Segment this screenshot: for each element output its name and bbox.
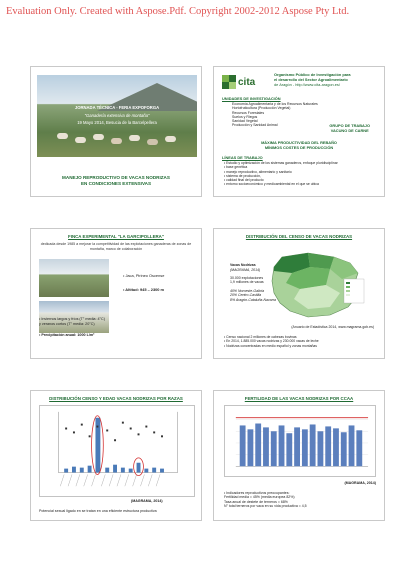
slide-finca bbox=[30, 228, 202, 359]
finca-description: dedicada desde 1985 a mejorar la competitividad de las explotaciones ganaderas de zonas de montaña, marco de colaboración bbox=[40, 242, 192, 251]
slide-title bbox=[30, 66, 202, 197]
org-description: Organismo Público de Investigación para el desarrollo del Sector Agroalimentario de Aragón - http://www.cita-aragon.es/ bbox=[274, 72, 351, 87]
org-url: de Aragón - http://www.cita-aragon.es/ bbox=[274, 81, 340, 87]
units-list: Economía Agroalimentaria y de los Recursos Naturales Hortofruticultura (Producción Vegetal) Recursos Forestales Suelos y Riegos Sanidad Vegetal Producción y Sanidad Animal bbox=[232, 102, 318, 128]
ganaderia-label: "Ganadería extensiva de montaña" bbox=[84, 113, 150, 118]
productivity-goal: MÁXIMA PRODUCTIVIDAD DEL REBAÑO MÍNIMOS COSTES DE PRODUCCIÓN bbox=[261, 140, 337, 150]
source-ref: (MAGRAMA, 2014) bbox=[344, 481, 376, 485]
spain-map bbox=[230, 249, 370, 321]
slide-breeds bbox=[30, 390, 202, 521]
presentation-title: MANEJO REPRODUCTIVO DE VACAS NODRIZAS EN CONDICIONES EXTENSIVAS bbox=[62, 175, 170, 186]
slide-heading: DISTRIBUCIÓN DEL CENSO DE VACAS NODRIZAS bbox=[245, 234, 353, 239]
lines-title: LÍNEAS DE TRABAJO bbox=[222, 155, 263, 160]
slide-cita bbox=[213, 66, 385, 197]
breeds-footer: Potencial sexual ligado en se tratan en una eficiente estructura productiva bbox=[39, 509, 157, 513]
legend-items: 30.000 explotaciones 1,9 millones de vacas bbox=[230, 276, 264, 285]
valley-photo bbox=[39, 259, 109, 297]
census-bullets: • Censo nacional 2 millones de cabezas bovinas • En 2014, 1.885.000 vacas nodrizas y 230.000 vacas de leche • Nodrizas concentradas en medio español y zonas montañas bbox=[224, 335, 319, 348]
fertility-bars bbox=[240, 424, 363, 467]
slide-distribution bbox=[213, 228, 385, 359]
slide-heading: FERTILIDAD DE LAS VACAS NODRIZAS POR CCAA bbox=[244, 396, 354, 401]
source-ref: (MAGRAMA, 2014) bbox=[131, 499, 163, 503]
precipitation-info: • Precipitación anual: 1000 L/m² bbox=[39, 333, 95, 337]
climate-info: • Inviernos largos y fríos (T° media: 4°C) y veranos cortos (T° media: 20°C) bbox=[39, 317, 105, 326]
slide-fertility bbox=[213, 390, 385, 521]
legend-source: (MAGRAMA, 2014) bbox=[230, 268, 261, 272]
breeds-chart bbox=[39, 405, 195, 497]
fertility-bullets: • Indicadores reproductivos preocupantes: Fertilidad media = 45% (media europea 82%) Tasa anual de destete de terneros = 68% N° total terneros por vaca en su vida productiva = 4,5 bbox=[224, 491, 307, 509]
work-group: GRUPO DE TRABAJO VACUNO DE CARNE bbox=[329, 123, 370, 133]
breed-bars bbox=[64, 418, 164, 473]
jornada-label: JORNADA TÉCNICA - FERIA EXPOFORGA bbox=[74, 105, 160, 110]
lines-list: • Estudio y optimización de los sistemas ganaderos, enfoque pluridisciplinar • base genética • manejo reproductivo, alimentario y sanitario • sistema de producción, • calidad final del producto • entorno socioeconómico y medioambiental en el que se ubica bbox=[224, 161, 338, 187]
slide-heading: FINCA EXPERIMENTAL "LA GARCIPOLLERA" bbox=[68, 234, 164, 239]
slide-heading: DISTRIBUCIÓN CENSO Y EDAD VACAS NODRIZAS POR RAZAS bbox=[49, 396, 183, 401]
location-bullet: • Jaca, Pirineo Oscense bbox=[123, 273, 165, 278]
units-title: UNIDADES DE INVESTIGACIÓN bbox=[222, 96, 281, 101]
altitude-bullet: • Altitud: 945 – 2300 m bbox=[123, 287, 165, 292]
watermark: Evaluation Only. Created with Aspose.Pdf. Copyright 2002-2012 Aspose Pty Ltd. bbox=[6, 6, 350, 17]
fertility-chart bbox=[224, 405, 376, 477]
cows-photo bbox=[37, 75, 197, 157]
legend-title: Vacas Nodrizas bbox=[230, 263, 256, 267]
cita-logo: cita bbox=[222, 73, 258, 93]
source-ref: (Anuario de Estadística 2014, www.magrama.gob.es) bbox=[291, 325, 374, 329]
region-shares: 40% Noroeste-Galicia 20% Centro-Castilla 8% Aragón-Cataluña-Navarra bbox=[230, 289, 276, 302]
date-label: 19 Mayo 2014, Besucia de la Barcelpellera bbox=[77, 120, 157, 125]
